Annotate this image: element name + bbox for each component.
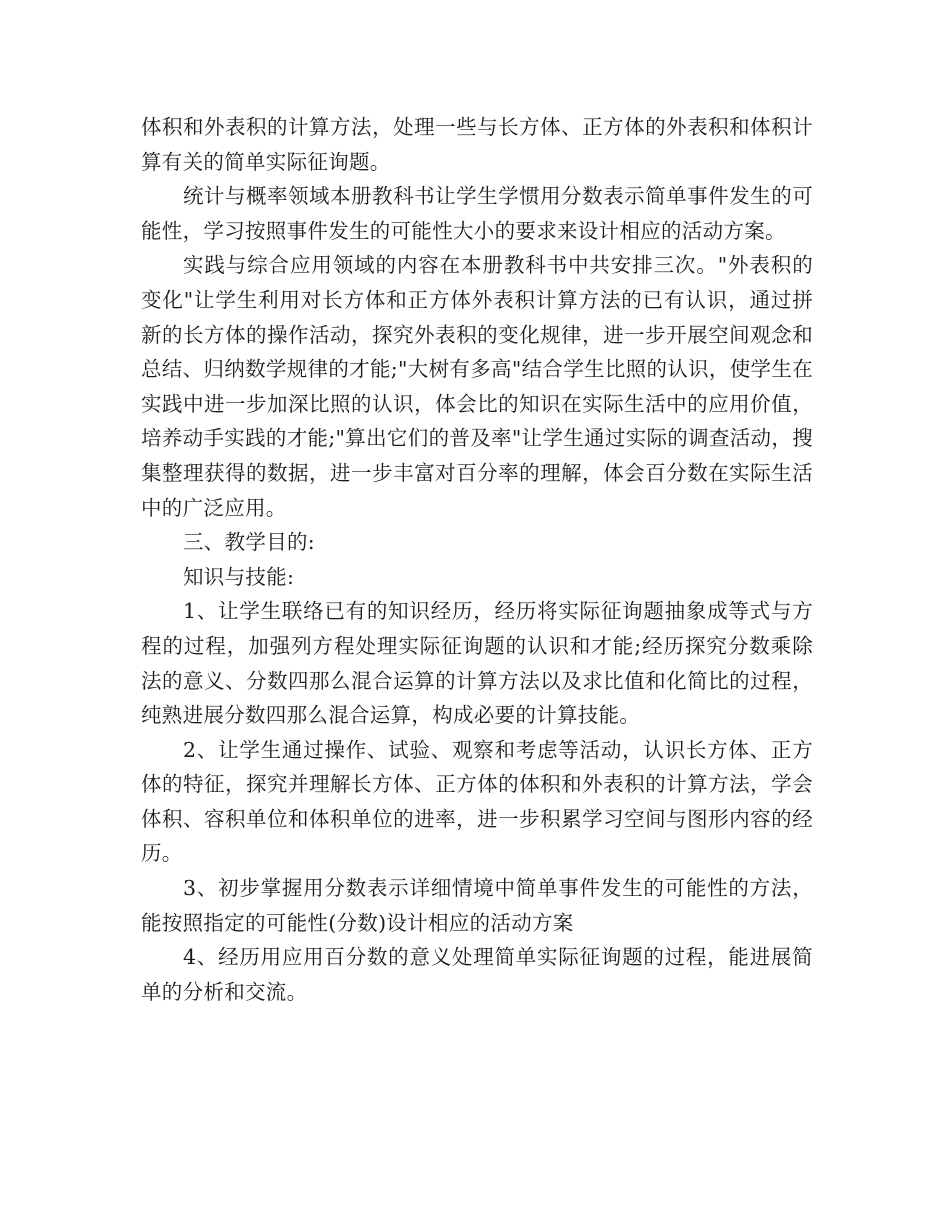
list-item-goal-2: 2、让学生通过操作、试验、观察和考虑等活动，认识长方体、正方体的特征，探究并理解长方体、正方体的体积和外表积的计算方法，学会体积、容积单位和体积单位的进率，进一步积累学习空间与图形内容的经历。	[141, 737, 813, 866]
paragraph-statistics: 统计与概率领域本册教科书让学生学惯用分数表示简单事件发生的可能性，学习按照事件发生的可能性大小的要求来设计相应的活动方案。	[141, 184, 813, 243]
subheading-knowledge-skills: 知识与技能:	[183, 564, 295, 589]
list-item-goal-3: 3、初步掌握用分数表示详细情境中简单事件发生的可能性的方法，能按照指定的可能性(分数)设计相应的活动方案	[141, 876, 813, 935]
list-item-goal-4: 4、经历用应用百分数的意义处理简单实际征询题的过程，能进展简单的分析和交流。	[141, 945, 813, 1004]
paragraph-practice: 实践与综合应用领域的内容在本册教科书中共安排三次。"外表积的变化"让学生利用对长方体和正方体外表积计算方法的已有认识，通过拼新的长方体的操作活动，探究外表积的变化规律，进一步开展空间观念和总结、归纳数学规律的才能;"大树有多高"结合学生比照的认识，使学生在实践中进一步加深比照的认识，体会比的知识在实际生活中的应用价值，培养动手实践的才能;"算出它们的普及率"让学生通过实际的调查活动，搜集整理获得的数据，进一步丰富对百分率的理解，体会百分数在实际生活中的广泛应用。	[141, 253, 813, 520]
section-heading-teaching-goals: 三、教学目的:	[183, 530, 316, 555]
paragraph-continuation: 体积和外表积的计算方法，处理一些与长方体、正方体的外表积和体积计算有关的简单实际征询题。	[141, 115, 813, 174]
list-item-goal-1: 1、让学生联络已有的知识经历，经历将实际征询题抽象成等式与方程的过程，加强列方程处理实际征询题的认识和才能;经历探究分数乘除法的意义、分数四那么混合运算的计算方法以及求比值和化简比的过程，纯熟进展分数四那么混合运算，构成必要的计算技能。	[141, 599, 813, 728]
document-body	[141, 110, 813, 1009]
